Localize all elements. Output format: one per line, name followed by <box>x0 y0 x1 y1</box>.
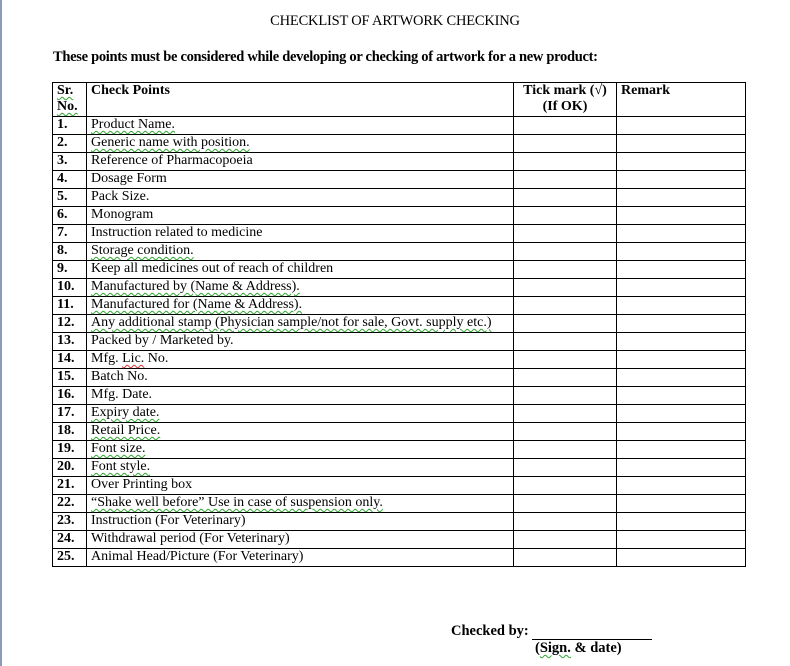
row-sr-no: 24. <box>53 531 87 549</box>
row-tick-cell[interactable] <box>514 351 617 369</box>
row-tick-cell[interactable] <box>514 459 617 477</box>
row-sr-no: 22. <box>53 495 87 513</box>
row-sr-no: 16. <box>53 387 87 405</box>
row-check-point: Generic name with position. <box>87 135 514 153</box>
row-check-point: Font size. <box>87 441 514 459</box>
row-sr-no: 9. <box>53 261 87 279</box>
row-remark-cell[interactable] <box>617 243 746 261</box>
table-row <box>53 423 746 441</box>
row-remark-cell[interactable] <box>617 513 746 531</box>
row-check-point: Storage condition. <box>87 243 514 261</box>
row-tick-cell[interactable] <box>514 315 617 333</box>
row-check-point: Instruction related to medicine <box>87 225 514 243</box>
row-remark-cell[interactable] <box>617 549 746 567</box>
intro-text: These points must be considered while developing or checking of artwork for a new product: <box>53 49 598 65</box>
row-check-point: Keep all medicines out of reach of children <box>87 261 514 279</box>
row-check-point: Product Name. <box>87 117 514 135</box>
row-tick-cell[interactable] <box>514 531 617 549</box>
row-check-point: Mfg. Lic. No. <box>87 351 514 369</box>
row-remark-cell[interactable] <box>617 153 746 171</box>
row-remark-cell[interactable] <box>617 351 746 369</box>
table-row <box>53 135 746 153</box>
row-tick-cell[interactable] <box>514 171 617 189</box>
row-sr-no: 3. <box>53 153 87 171</box>
header-check-points: Check Points <box>87 83 514 117</box>
row-remark-cell[interactable] <box>617 495 746 513</box>
row-check-point: “Shake well before” Use in case of suspension only. <box>87 495 514 513</box>
row-remark-cell[interactable] <box>617 423 746 441</box>
row-sr-no: 2. <box>53 135 87 153</box>
table-row <box>53 387 746 405</box>
table-row <box>53 459 746 477</box>
row-remark-cell[interactable] <box>617 441 746 459</box>
row-tick-cell[interactable] <box>514 405 617 423</box>
table-row <box>53 531 746 549</box>
table-row <box>53 261 746 279</box>
row-sr-no: 4. <box>53 171 87 189</box>
table-row <box>53 333 746 351</box>
row-check-point: Manufactured for (Name & Address). <box>87 297 514 315</box>
row-check-point: Dosage Form <box>87 171 514 189</box>
row-tick-cell[interactable] <box>514 153 617 171</box>
row-check-point: Withdrawal period (For Veterinary) <box>87 531 514 549</box>
row-check-point: Font style. <box>87 459 514 477</box>
row-check-point: Manufactured by (Name & Address). <box>87 279 514 297</box>
row-remark-cell[interactable] <box>617 315 746 333</box>
row-tick-cell[interactable] <box>514 333 617 351</box>
signature-line[interactable] <box>532 625 652 640</box>
row-tick-cell[interactable] <box>514 297 617 315</box>
row-sr-no: 13. <box>53 333 87 351</box>
row-tick-cell[interactable] <box>514 369 617 387</box>
row-tick-cell[interactable] <box>514 513 617 531</box>
row-remark-cell[interactable] <box>617 117 746 135</box>
table-row <box>53 171 746 189</box>
row-sr-no: 25. <box>53 549 87 567</box>
row-tick-cell[interactable] <box>514 387 617 405</box>
table-row <box>53 513 746 531</box>
table-header-row <box>53 83 746 117</box>
row-sr-no: 7. <box>53 225 87 243</box>
checked-by <box>451 623 652 640</box>
row-remark-cell[interactable] <box>617 171 746 189</box>
row-sr-no: 14. <box>53 351 87 369</box>
table-row <box>53 495 746 513</box>
row-check-point: Instruction (For Veterinary) <box>87 513 514 531</box>
header-tick-mark: Tick mark (√) (If OK) <box>514 83 617 117</box>
row-check-point: Pack Size. <box>87 189 514 207</box>
table-row <box>53 315 746 333</box>
row-remark-cell[interactable] <box>617 387 746 405</box>
row-sr-no: 10. <box>53 279 87 297</box>
checked-by-label: Checked by: <box>451 623 529 639</box>
row-tick-cell[interactable] <box>514 189 617 207</box>
row-remark-cell[interactable] <box>617 261 746 279</box>
table-row <box>53 243 746 261</box>
row-remark-cell[interactable] <box>617 531 746 549</box>
row-remark-cell[interactable] <box>617 297 746 315</box>
row-tick-cell[interactable] <box>514 495 617 513</box>
row-tick-cell[interactable] <box>514 117 617 135</box>
row-check-point: Any additional stamp (Physician sample/not for sale, Govt. supply etc.) <box>87 315 514 333</box>
sign-date-label: (Sign. & date) <box>535 640 622 656</box>
row-remark-cell[interactable] <box>617 189 746 207</box>
row-tick-cell[interactable] <box>514 423 617 441</box>
row-remark-cell[interactable] <box>617 135 746 153</box>
table-row <box>53 441 746 459</box>
table-row <box>53 477 746 495</box>
table-row <box>53 225 746 243</box>
row-sr-no: 15. <box>53 369 87 387</box>
table-row <box>53 351 746 369</box>
row-sr-no: 8. <box>53 243 87 261</box>
row-tick-cell[interactable] <box>514 549 617 567</box>
row-remark-cell[interactable] <box>617 207 746 225</box>
table-row <box>53 153 746 171</box>
row-remark-cell[interactable] <box>617 333 746 351</box>
row-check-point: Packed by / Marketed by. <box>87 333 514 351</box>
row-sr-no: 18. <box>53 423 87 441</box>
row-check-point: Batch No. <box>87 369 514 387</box>
table-row <box>53 549 746 567</box>
row-tick-cell[interactable] <box>514 135 617 153</box>
row-remark-cell[interactable] <box>617 225 746 243</box>
header-sr-no: Sr. No. <box>53 83 87 117</box>
row-sr-no: 5. <box>53 189 87 207</box>
table-row <box>53 189 746 207</box>
row-tick-cell[interactable] <box>514 279 617 297</box>
row-sr-no: 21. <box>53 477 87 495</box>
table-row <box>53 369 746 387</box>
row-sr-no: 23. <box>53 513 87 531</box>
row-tick-cell[interactable] <box>514 441 617 459</box>
row-remark-cell[interactable] <box>617 477 746 495</box>
row-check-point: Monogram <box>87 207 514 225</box>
row-sr-no: 20. <box>53 459 87 477</box>
row-sr-no: 19. <box>53 441 87 459</box>
row-tick-cell[interactable] <box>514 225 617 243</box>
row-check-point: Expiry date. <box>87 405 514 423</box>
row-sr-no: 17. <box>53 405 87 423</box>
row-remark-cell[interactable] <box>617 279 746 297</box>
row-sr-no: 6. <box>53 207 87 225</box>
row-check-point: Retail Price. <box>87 423 514 441</box>
row-tick-cell[interactable] <box>514 261 617 279</box>
window-left-border <box>0 0 2 666</box>
table-row <box>53 405 746 423</box>
row-tick-cell[interactable] <box>514 243 617 261</box>
row-check-point: Mfg. Date. <box>87 387 514 405</box>
row-tick-cell[interactable] <box>514 477 617 495</box>
table-row <box>53 207 746 225</box>
document-title: CHECKLIST OF ARTWORK CHECKING <box>270 13 520 29</box>
table-row <box>53 117 746 135</box>
table-row <box>53 297 746 315</box>
header-remark: Remark <box>617 83 746 117</box>
row-remark-cell[interactable] <box>617 369 746 387</box>
row-sr-no: 12. <box>53 315 87 333</box>
row-tick-cell[interactable] <box>514 207 617 225</box>
row-remark-cell[interactable] <box>617 459 746 477</box>
row-remark-cell[interactable] <box>617 405 746 423</box>
table-row <box>53 279 746 297</box>
row-sr-no: 11. <box>53 297 87 315</box>
row-check-point: Animal Head/Picture (For Veterinary) <box>87 549 514 567</box>
row-check-point: Over Printing box <box>87 477 514 495</box>
row-check-point: Reference of Pharmacopoeia <box>87 153 514 171</box>
row-sr-no: 1. <box>53 117 87 135</box>
checklist-table <box>52 82 746 567</box>
